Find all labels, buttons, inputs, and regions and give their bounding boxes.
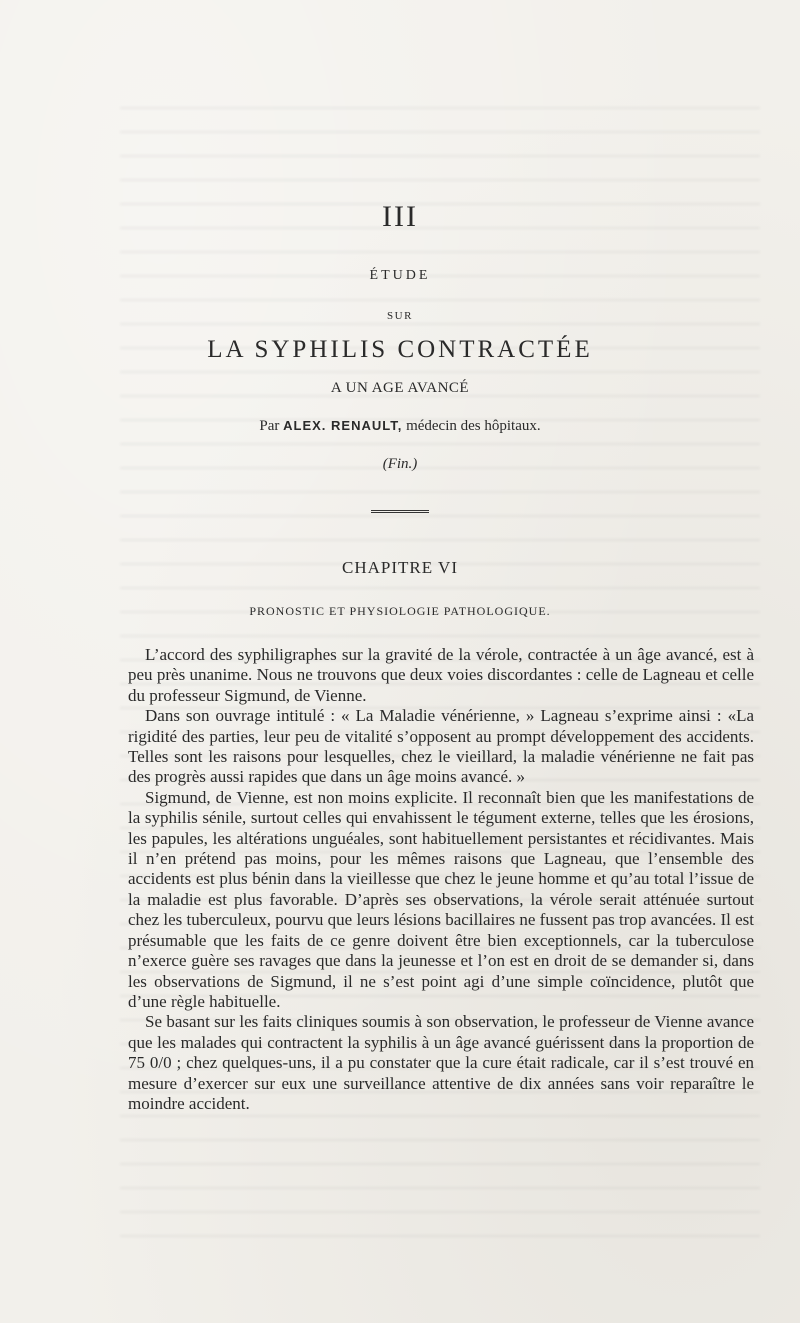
body-text [128,645,754,1114]
paragraph: Sigmund, de Vienne, est non moins explicite. Il reconnaît bien que les manifestations de la syphilis sénile, surtout celles qui envahissent le tégument externe, telles que les érosions, les papules, les altérations unguéales, sont habituellement persistantes et récidivantes. Mais il n’en prétend pas moins, pour les mêmes raisons que Lagneau, que l’ensemble des accidents est plus bénin dans la vieillesse que chez le jeune homme et qu’au total l’issue de la maladie est plus favorable. D’après ses observations, la vérole serait atténuée surtout chez les tuberculeux, pourvu que leurs lésions bacillaires ne fussent pas trop avancées. Il est présumable que les faits de ce genre doivent être bien exceptionnels, car la tuberculose n’exerce guère ses ravages que dans la jeunesse et l’on est en droit de se demander si, dans les observations de Sigmund, il ne s’est point agi d’une simple coïncidence, plutôt que d’une règle habituelle. [128,787,754,1011]
divider-line-bottom [371,512,429,513]
paragraph: L’accord des syphiligraphes sur la gravité de la vérole, contractée à un âge avancé, est à peu près unanime. Nous ne trouvons que deux voies discordantes : celle de Lagneau et celle du professeur Sigmund, de Vienne. [128,645,754,705]
chapter-heading: CHAPITRE VI [342,558,458,577]
author-role: médecin des hôpitaux. [402,418,541,434]
article-title: LA SYPHILIS CONTRACTÉE [207,336,593,363]
divider-line-top [371,510,429,511]
section-divider [0,510,800,513]
article-number: III [382,200,418,233]
paragraph: Dans son ouvrage intitulé : « La Maladie vénérienne, » Lagneau s’exprime ainsi : «La rigidité des parties, leur peu de vitalité s’opposent au prompt développement des accidents. Telles sont les raisons pour lesquelles, chez le vieillard, la maladie vénérienne ne fait pas des progrès aussi rapides que dans un âge moins avancé. » [128,706,754,787]
byline [0,418,800,435]
article-subtitle: A UN AGE AVANCÉ [330,380,470,396]
author-name: ALEX. RENAULT, [283,418,403,433]
continuation-note: (Fin.) [382,456,418,472]
paragraph: Se basant sur les faits cliniques soumis à son observation, le professeur de Vienne avance que les malades qui contractent la syphilis à un âge avancé guérissent dans la proportion de 75 0/0 ; chez quelques-uns, il a pu constater que la cure était radicale, car il s’est trouvé en mesure d’exercer sur eux une surveillance attentive de dix années sans voir reparaître le moindre accident. [128,1012,754,1113]
section-heading: PRONOSTIC ET PHYSIOLOGIE PATHOLOGIQUE. [249,604,551,618]
article-preposition: SUR [387,310,413,322]
article-kicker: ÉTUDE [369,268,431,283]
byline-prefix: Par [259,418,284,434]
